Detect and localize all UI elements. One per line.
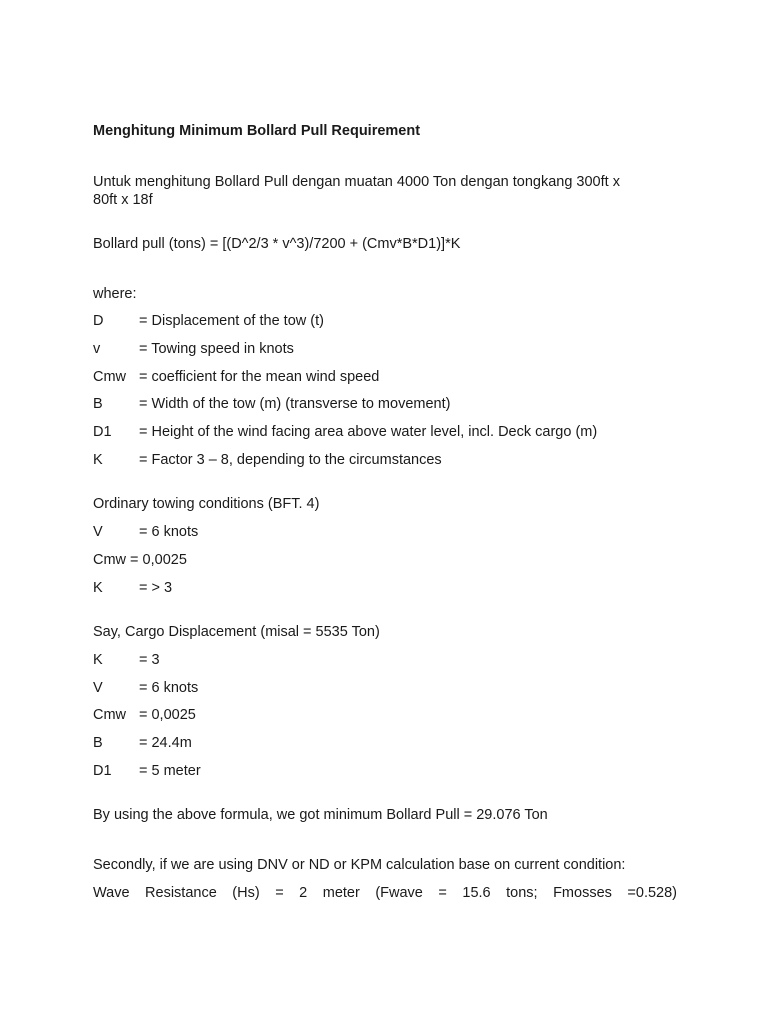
say-value: = 6 knots [139, 680, 199, 696]
definition-symbol: B [93, 396, 103, 412]
definition-desc: = Displacement of the tow (t) [139, 313, 324, 329]
ordinary-row [93, 523, 198, 541]
definition-desc: = coefficient for the mean wind speed [139, 369, 380, 385]
say-row [93, 679, 198, 697]
definition-symbol: Cmw [93, 369, 127, 385]
ordinary-symbol: V [93, 524, 103, 540]
definition-symbol: K [93, 452, 103, 468]
say-value: = 3 [139, 652, 160, 668]
ordinary-heading: Ordinary towing conditions (BFT. 4) [93, 496, 320, 512]
definition-row [93, 423, 597, 441]
definition-desc: = Factor 3 – 8, depending to the circumstances [139, 452, 442, 468]
formula-text: Bollard pull (tons) = [(D^2/3 * v^3)/7200 + (Cmv*B*D1)]*K [93, 236, 461, 252]
intro-line-1: Untuk menghitung Bollard Pull dengan muatan 4000 Ton dengan tongkang 300ft x [93, 174, 620, 190]
definition-desc: = Towing speed in knots [139, 341, 294, 357]
say-row [93, 706, 196, 724]
say-row [93, 762, 201, 780]
definition-row [93, 451, 442, 469]
definition-row [93, 340, 294, 358]
ordinary-row [93, 579, 172, 597]
definition-desc: = Height of the wind facing area above water level, incl. Deck cargo (m) [139, 424, 598, 440]
definition-symbol: D [93, 313, 104, 329]
say-row [93, 734, 192, 752]
ordinary-symbol: K [93, 580, 103, 596]
say-heading: Say, Cargo Displacement (misal = 5535 Ton) [93, 624, 380, 640]
result-text: By using the above formula, we got minimum Bollard Pull = 29.076 Ton [93, 807, 548, 823]
say-symbol: B [93, 735, 103, 751]
say-row [93, 651, 160, 669]
say-symbol: Cmw [93, 707, 127, 723]
wave-resistance-text: Wave Resistance (Hs) = 2 meter (Fwave = 15.6 tons; Fmosses =0.528) [93, 885, 677, 901]
definition-row [93, 312, 324, 330]
where-label: where: [93, 286, 137, 302]
say-value: = 5 meter [139, 763, 201, 779]
definition-desc: = Width of the tow (m) (transverse to movement) [139, 396, 451, 412]
definition-symbol: v [93, 341, 101, 357]
say-symbol: V [93, 680, 103, 696]
ordinary-cmw: Cmw = 0,0025 [93, 552, 187, 568]
ordinary-value: = > 3 [139, 580, 173, 596]
say-value: = 0,0025 [139, 707, 196, 723]
definition-row [93, 395, 450, 413]
ordinary-value: = 6 knots [139, 524, 199, 540]
definition-row [93, 368, 379, 386]
definition-symbol: D1 [93, 424, 112, 440]
say-symbol: D1 [93, 763, 112, 779]
say-value: = 24.4m [139, 735, 192, 751]
say-symbol: K [93, 652, 103, 668]
secondly-text: Secondly, if we are using DNV or ND or KPM calculation base on current condition: [93, 857, 626, 873]
document-title: Menghitung Minimum Bollard Pull Requirement [93, 123, 421, 139]
intro-line-2: 80ft x 18f [93, 192, 153, 208]
